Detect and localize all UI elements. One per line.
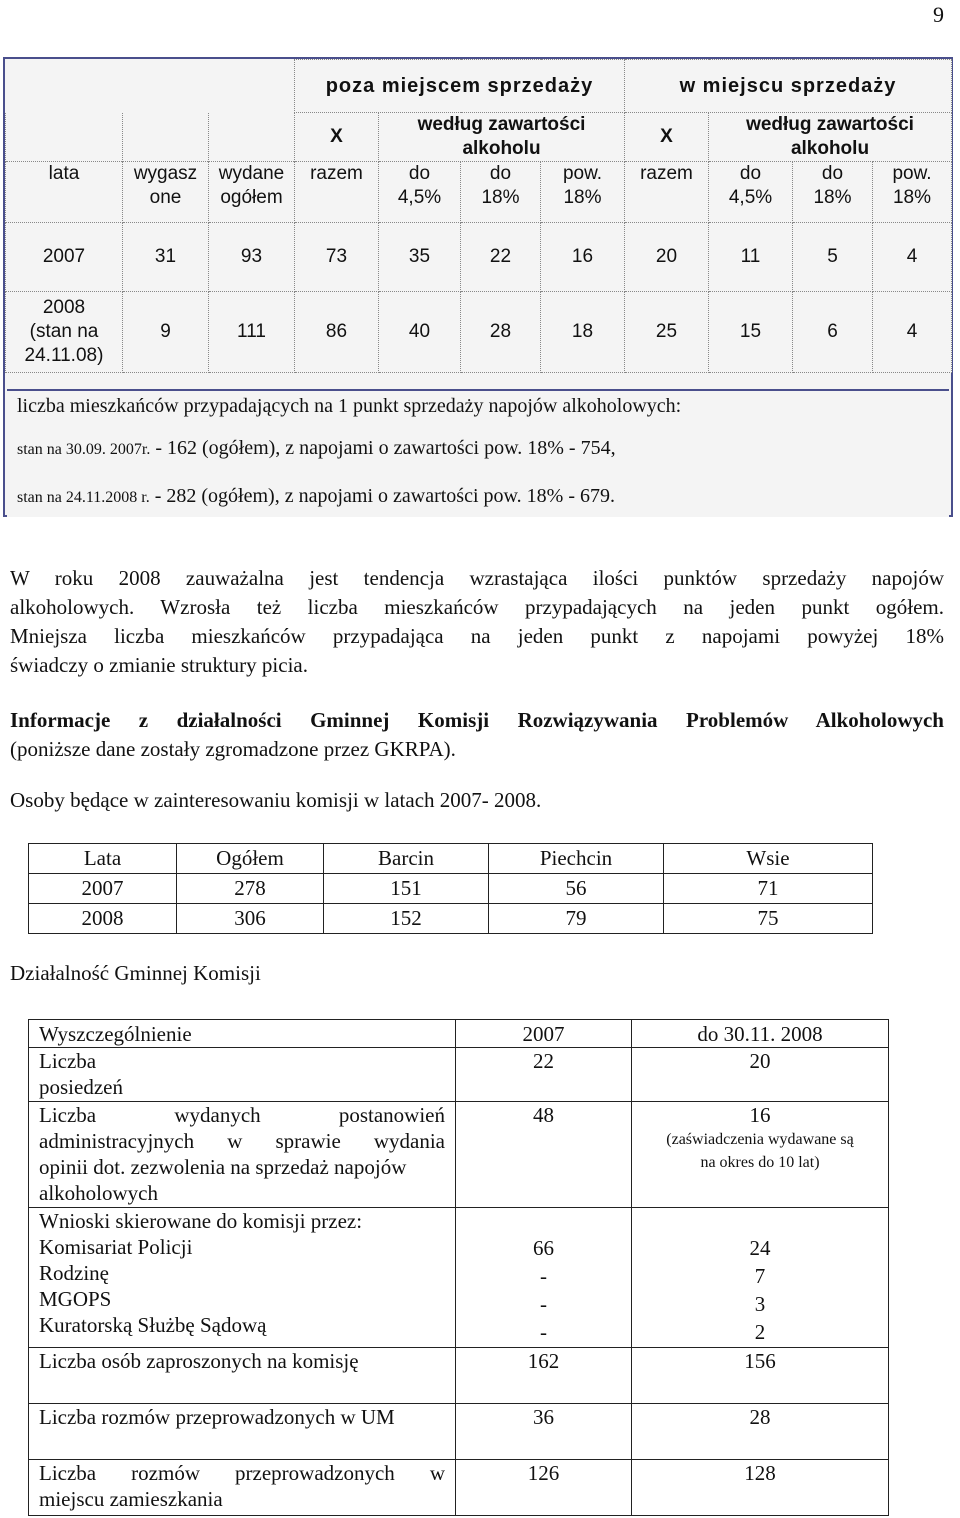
- col-header-upto45-on: do 4,5%: [709, 162, 793, 223]
- x-marker-on: X: [625, 113, 709, 162]
- header-cell: Wyszczególnienie: [29, 1020, 456, 1048]
- header-cell: Lata: [29, 844, 177, 874]
- persons-table: [28, 843, 873, 934]
- cell: 28: [461, 292, 541, 373]
- cell: 162: [456, 1348, 632, 1404]
- x-marker-off: X: [295, 113, 379, 162]
- cell: 40: [379, 292, 461, 373]
- residents-title: liczba mieszkańców przypadających na 1 punkt sprzedaży napojów alkoholowych:: [17, 395, 682, 417]
- cell: 22: [461, 223, 541, 292]
- col-header-issued: wydane ogółem: [209, 162, 295, 223]
- group-header-off-premises: poza miejscem sprzedaży: [295, 60, 625, 113]
- col-header-upto18-on: do 18%: [793, 162, 873, 223]
- col-header-expired: wygasz one: [123, 162, 209, 223]
- cell: 306: [177, 904, 324, 934]
- cell-meetings-label: Liczba posiedzeń: [29, 1048, 456, 1102]
- cell: 4: [873, 223, 952, 292]
- commission-info-paragraph: Informacje z działalności Gminnej Komisji Rozwiązywania Problemów Alkoholowych (poniższe dane zostały zgromadzone przez GKRPA).: [10, 708, 944, 761]
- cell: 2007: [29, 874, 177, 904]
- header-cell: Wsie: [664, 844, 873, 874]
- col-header-lata: lata: [6, 162, 123, 223]
- cell: 20: [625, 223, 709, 292]
- cell: 18: [541, 292, 625, 373]
- col-header-upto45-off: do 4,5%: [379, 162, 461, 223]
- table-row: [6, 292, 952, 373]
- header-cell: Ogółem: [177, 844, 324, 874]
- sales-points-table-frame: [3, 57, 953, 517]
- cell-decisions-label: Liczba wydanych postanowień administracyjnych w sprawie wydania opinii dot. zezwolenia na sprzedaż napojów alkoholowych: [29, 1102, 456, 1208]
- cell: 73: [295, 223, 379, 292]
- cell: 20: [632, 1048, 889, 1102]
- cell: 16: [541, 223, 625, 292]
- persons-caption: Osoby będące w zainteresowaniu komisji w latach 2007- 2008.: [10, 788, 542, 812]
- table-row: [29, 874, 873, 904]
- cell: 16 (zaświadczenia wydawane są na okres do 10 lat): [632, 1102, 889, 1208]
- by-content-header-on: według zawartości alkoholu: [709, 113, 952, 162]
- cell: 79: [489, 904, 664, 934]
- cell: 35: [379, 223, 461, 292]
- activity-title: Działalność Gminnej Komisji: [10, 961, 261, 985]
- cell: 93: [209, 223, 295, 292]
- header-cell: do 30.11. 2008: [632, 1020, 889, 1048]
- cell: 24 7 3 2: [632, 1208, 889, 1348]
- cell: 56: [489, 874, 664, 904]
- cell: 156: [632, 1348, 889, 1404]
- col-header-over18-off: pow. 18%: [541, 162, 625, 223]
- group-header-on-premises: w miejscu sprzedaży: [625, 60, 952, 113]
- cell: 11: [709, 223, 793, 292]
- table-row: [29, 904, 873, 934]
- row-year: 2008 (stan na 24.11.08): [6, 292, 123, 373]
- cell: 128: [632, 1460, 889, 1516]
- row-year: 2007: [6, 223, 123, 292]
- cell: 5: [793, 223, 873, 292]
- header-cell: 2007: [456, 1020, 632, 1048]
- cell-talks-um-label: Liczba rozmów przeprowadzonych w UM: [29, 1404, 456, 1460]
- cell: 75: [664, 904, 873, 934]
- table-row: [29, 1348, 889, 1404]
- cell: 25: [625, 292, 709, 373]
- table-row: [6, 223, 952, 292]
- cell: 71: [664, 874, 873, 904]
- trend-paragraph: W roku 2008 zauważalna jest tendencja wzrastająca ilości punktów sprzedaży napojów alkoholowych. Wzrosła też liczba mieszkańców przypadających na jeden punkt ogółem. Mniejsza liczba mieszkańców przypadająca na jeden punkt z napojami powyżej 18% świadczy o zmianie struktury picia.: [10, 566, 944, 677]
- cell: 31: [123, 223, 209, 292]
- col-header-over18-on: pow. 18%: [873, 162, 952, 223]
- cell-invited-label: Liczba osób zaproszonych na komisję: [29, 1348, 456, 1404]
- col-header-total-off: razem: [295, 162, 379, 223]
- cell-talks-home-label: Liczba rozmów przeprowadzonych w miejscu zamieszkania: [29, 1460, 456, 1516]
- cell: 152: [324, 904, 489, 934]
- table-header-row: [29, 1020, 889, 1048]
- cell: 278: [177, 874, 324, 904]
- col-header-upto18-off: do 18%: [461, 162, 541, 223]
- cell: 2008: [29, 904, 177, 934]
- table-row: [29, 1404, 889, 1460]
- residents-line-2008: stan na 24.11.2008 r. - 282 (ogółem), z napojami o zawartości pow. 18% - 679.: [17, 485, 615, 507]
- cell: 28: [632, 1404, 889, 1460]
- commission-info-heading: Informacje z działalności Gminnej Komisji Rozwiązywania Problemów Alkoholowych: [10, 708, 944, 732]
- cell: 86: [295, 292, 379, 373]
- cell: 6: [793, 292, 873, 373]
- cell: 22: [456, 1048, 632, 1102]
- cell: 9: [123, 292, 209, 373]
- table-header-row: [29, 844, 873, 874]
- table-row: [29, 1048, 889, 1102]
- residents-line-2007: stan na 30.09. 2007r. - 162 (ogółem), z napojami o zawartości pow. 18% - 754,: [17, 437, 616, 459]
- col-header-total-on: razem: [625, 162, 709, 223]
- table-row: [29, 1102, 889, 1208]
- sales-points-table: [5, 59, 952, 373]
- cell: 15: [709, 292, 793, 373]
- header-cell: Piechcin: [489, 844, 664, 874]
- cell: 66 - - -: [456, 1208, 632, 1348]
- cell: 151: [324, 874, 489, 904]
- table-row: [29, 1460, 889, 1516]
- cell: 36: [456, 1404, 632, 1460]
- activity-table: [28, 1019, 889, 1516]
- page-number: 9: [933, 2, 944, 27]
- cell: 126: [456, 1460, 632, 1516]
- header-cell: Barcin: [324, 844, 489, 874]
- cell: 111: [209, 292, 295, 373]
- table-row: [29, 1208, 889, 1348]
- cell: 4: [873, 292, 952, 373]
- cell-requests-label: Wnioski skierowane do komisji przez: Komisariat Policji Rodzinę MGOPS Kuratorską Służbę Sądową: [29, 1208, 456, 1348]
- cell: 48: [456, 1102, 632, 1208]
- residents-per-point-section: [7, 389, 949, 517]
- by-content-header-off: według zawartości alkoholu: [379, 113, 625, 162]
